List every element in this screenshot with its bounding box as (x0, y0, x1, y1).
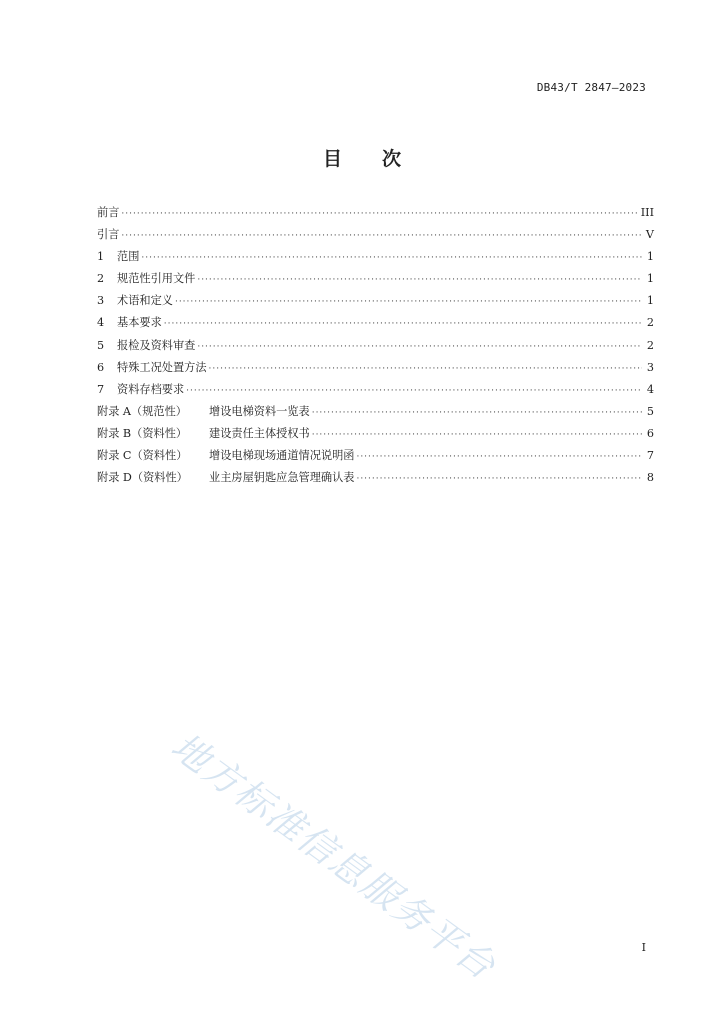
toc-entry-5[interactable] (97, 337, 654, 359)
toc-dot-leader (197, 342, 642, 352)
toc-entry-number: 附录 B（资料性） (97, 426, 188, 440)
toc-entry-7[interactable] (97, 381, 654, 403)
toc-entry-page: 7 (646, 449, 654, 463)
toc-entry-page: III (640, 206, 654, 219)
toc-entry-label: 建设责任主体授权书 (209, 426, 310, 440)
toc-entry-number: 5 (97, 338, 105, 352)
toc-entry-page: 1 (646, 294, 654, 308)
toc-entry-number: 附录 C（资料性） (97, 449, 188, 463)
toc-dot-leader (121, 209, 636, 219)
toc-entry-introduction[interactable] (97, 226, 654, 248)
toc-entry-label: 引言 (97, 228, 120, 242)
toc-entry-number: 附录 D（资料性） (97, 471, 188, 485)
page-number: I (641, 941, 646, 954)
toc-entry-number: 7 (97, 382, 105, 396)
toc-entry-label: 术语和定义 (117, 294, 173, 308)
toc-entry-page: 6 (646, 426, 654, 440)
toc-entry-appendix-a[interactable] (97, 403, 654, 425)
toc-entry-appendix-d[interactable] (97, 469, 654, 491)
toc-entry-2[interactable] (97, 270, 654, 292)
toc-dot-leader (312, 408, 642, 418)
toc-dot-leader (356, 452, 642, 462)
title-part-2: 次 (382, 148, 402, 170)
toc-dot-leader (209, 364, 642, 374)
table-of-contents (97, 204, 654, 491)
toc-entry-number: 2 (97, 272, 105, 286)
toc-entry-page: 2 (646, 338, 654, 352)
toc-entry-page: 5 (646, 404, 654, 418)
toc-dot-leader (312, 430, 642, 440)
toc-dot-leader (141, 253, 642, 263)
toc-entry-label: 前言 (97, 206, 120, 219)
document-code: DB43/T 2847—2023 (536, 81, 646, 94)
toc-dot-leader (186, 386, 642, 396)
toc-entry-label: 范围 (117, 250, 140, 264)
toc-entry-foreword[interactable] (97, 204, 654, 226)
toc-dot-leader (121, 231, 642, 241)
toc-entry-label: 增设电梯资料一览表 (209, 404, 310, 418)
toc-entry-page: 4 (646, 382, 654, 396)
toc-entry-label: 规范性引用文件 (117, 272, 196, 286)
toc-entry-number: 6 (97, 360, 105, 374)
toc-dot-leader (356, 474, 642, 484)
toc-dot-leader (175, 297, 642, 307)
toc-entry-label: 增设电梯现场通道情况说明函 (209, 449, 355, 463)
toc-entry-number: 1 (97, 250, 105, 264)
toc-entry-number: 4 (97, 316, 105, 330)
toc-dot-leader (197, 275, 642, 285)
toc-entry-page: 3 (646, 360, 654, 374)
toc-entry-label: 特殊工况处置方法 (117, 360, 207, 374)
toc-entry-label: 基本要求 (117, 316, 162, 330)
toc-entry-label: 资料存档要求 (117, 382, 185, 396)
toc-entry-label: 业主房屋钥匙应急管理确认表 (209, 471, 355, 485)
toc-entry-page: 8 (646, 471, 654, 485)
toc-entry-appendix-b[interactable] (97, 425, 654, 447)
page-title (0, 144, 724, 171)
toc-entry-4[interactable] (97, 314, 654, 336)
toc-entry-label: 报检及资料审查 (117, 338, 196, 352)
toc-dot-leader (164, 319, 642, 329)
toc-entry-6[interactable] (97, 359, 654, 381)
title-part-1: 目 (322, 148, 342, 170)
toc-entry-page: V (645, 228, 654, 242)
toc-entry-page: 2 (646, 316, 654, 330)
toc-entry-number: 3 (97, 294, 105, 308)
toc-entry-appendix-c[interactable] (97, 447, 654, 469)
toc-entry-page: 1 (646, 272, 654, 286)
toc-entry-page: 1 (646, 250, 654, 264)
toc-entry-3[interactable] (97, 292, 654, 314)
toc-entry-number: 附录 A（规范性） (97, 404, 187, 418)
watermark: 地方标准信息服务平台 (163, 724, 505, 989)
toc-entry-1[interactable] (97, 248, 654, 270)
